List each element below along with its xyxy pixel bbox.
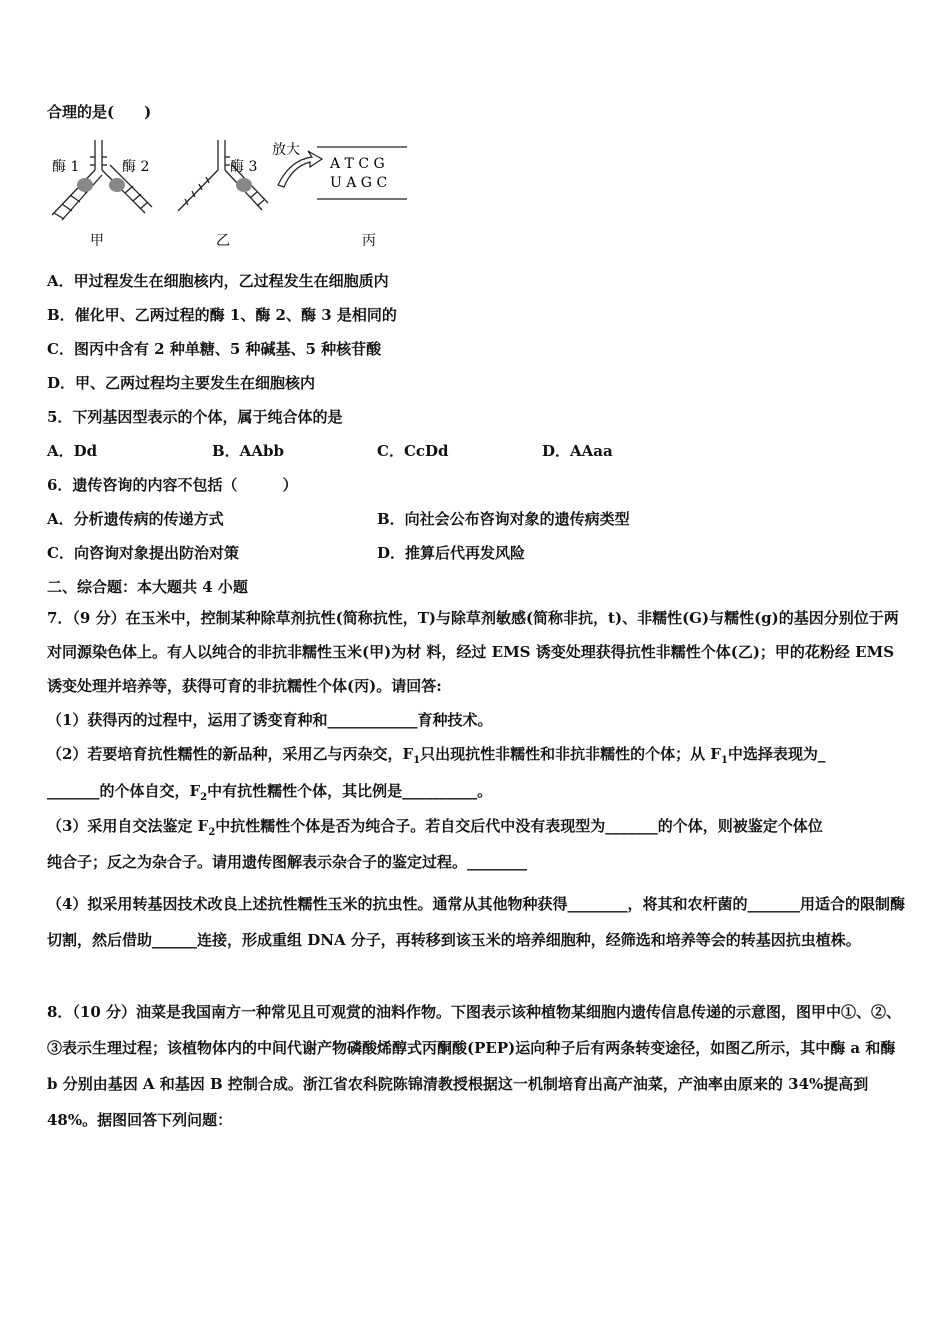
q6-option-d: D．推算后代再发风险	[377, 544, 526, 562]
q6-option-c: C．向咨询对象提出防治对策	[47, 544, 239, 562]
bottom-sequence: U A G C	[330, 175, 388, 191]
section2-heading: 二、综合题：本大题共 4 小题	[47, 578, 248, 596]
label-jia: 甲	[90, 233, 104, 249]
q4-option-a: A．甲过程发生在细胞核内，乙过程发生在细胞质内	[47, 272, 389, 290]
q7-part1: （1）获得丙的过程中，运用了诱变育种和____________育种技术。	[47, 711, 493, 729]
zoom-label: 放大	[272, 142, 300, 158]
q5-option-c: C．CcDd	[377, 442, 449, 460]
q7-part2-line1: （2）若要培育抗性糯性的新品种，采用乙与丙杂交，$F_1$只出现抗性非糯性和非抗非糯性的个体；从 $F_1$中选择表现为_	[47, 745, 826, 766]
q4-option-c: C．图丙中含有 2 种单糖、5 种碱基、5 种核苷酸	[47, 340, 382, 358]
label-bing: 丙	[362, 233, 376, 249]
q7-stem: 7．（9 分）在玉米中，控制某种除草剂抗性(简称抗性，T)与除草剂敏感(简称非抗，t)、非糯性(G)与糯性(g)的基因分别位于两对同源染色体上。有人以纯合的非抗非糯性玉米(甲)为材 料，经过 EMS 诱变处理获得抗性非糯性个体(乙)；甲的花粉经 EMS 诱变处理并培养等，获得可育的非抗糯性个体(丙)。请回答:	[47, 609, 899, 695]
q5-option-b: B．AAbb	[212, 442, 284, 460]
q6-option-a: A．分析遗传病的传递方式	[47, 510, 224, 528]
q6-option-b: B．向社会公布咨询对象的遗传病类型	[377, 510, 630, 528]
q6-stem: 6．遗传咨询的内容不包括（ ）	[47, 476, 298, 494]
top-sequence: A T C G	[330, 156, 385, 172]
q7-part3-line1: （3）采用自交法鉴定 $F_2$中抗性糯性个体是否为纯合子。若自交后代中没有表现型为_______的个体，则被鉴定个体位	[47, 817, 823, 838]
q7-part4: （4）拟采用转基因技术改良上述抗性糯性玉米的抗虫性。通常从其他物种获得________，将其和农杆菌的_______用适合的限制酶切割，然后借助______连接，形成重组 DNA 分子，再转移到该玉米的培养细胞种，经筛选和培养等会的转基因抗虫植株。	[47, 895, 905, 949]
enzyme2-label: 酶 2	[122, 159, 150, 175]
q4-stem-tail: 合理的是( )	[47, 103, 152, 121]
dna-figure	[40, 135, 420, 255]
label-yi: 乙	[216, 233, 230, 249]
q4-option-b: B．催化甲、乙两过程的酶 1、酶 2、酶 3 是相同的	[47, 306, 397, 324]
q4-option-d: D．甲、乙两过程均主要发生在细胞核内	[47, 374, 316, 392]
q5-option-d: D．AAaa	[542, 442, 613, 460]
q7-part2-line2: _______的个体自交，$F_2$中有抗性糯性个体，其比例是__________。	[47, 782, 493, 803]
q8-stem: 8．（10 分）油菜是我国南方一种常见且可观赏的油料作物。下图表示该种植物某细胞内遗传信息传递的示意图，图甲中①、②、③表示生理过程；该植物体内的中间代谢产物磷酸烯醇式丙酮酸(PEP)运向种子后有两条转变途径，如图乙所示，其中酶 a 和酶 b 分别由基因 A 和基因 B 控制合成。浙江省农科院陈锦清教授根据这一机制培育出高产油菜，产油率由原来的 34%提高到 48%。据图回答下列问题：	[47, 1003, 902, 1129]
q5-option-a: A．Dd	[47, 442, 98, 460]
enzyme1-label: 酶 1	[52, 159, 80, 175]
q5-stem: 5．下列基因型表示的个体，属于纯合体的是	[47, 408, 343, 426]
enzyme3-label: 酶 3	[230, 159, 258, 175]
q7-part3-line2: 纯合子；反之为杂合子。请用遗传图解表示杂合子的鉴定过程。________	[47, 853, 528, 871]
